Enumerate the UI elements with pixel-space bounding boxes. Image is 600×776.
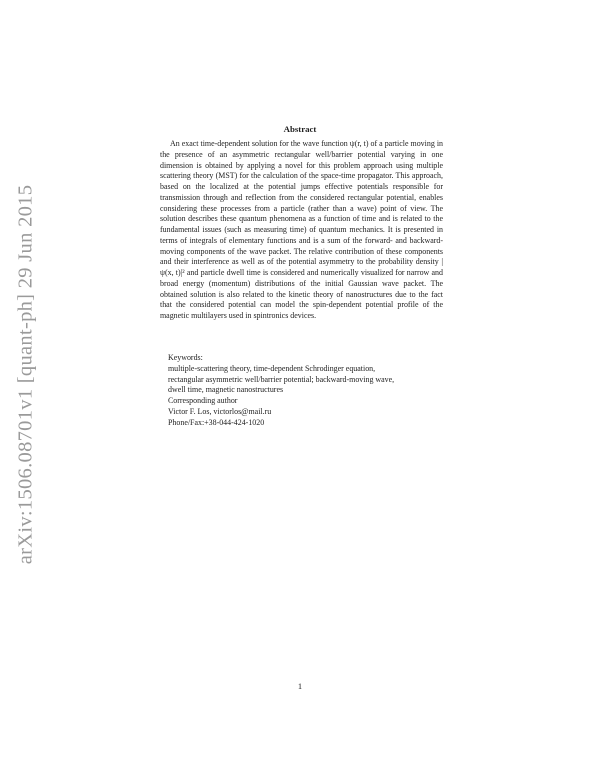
author-name-email: Victor F. Los, victorlos@mail.ru <box>168 406 272 416</box>
author-phone: Phone/Fax:+38-044-424-1020 <box>168 417 265 427</box>
keywords-line: multiple-scattering theory, time-dependent Schrodinger equation, <box>168 363 376 373</box>
abstract-text: An exact time-dependent solution for the wave function ψ(r, t) of a particle moving in the presence of an asymmetric rectangular well/barrier potential varying in one dimension is obtained by applying a novel for this problem approach using multiple scattering theory (MST) for the calculation of the space-time propagator. This approach, based on the localized at the potential jumps effective potentials responsible for transmission through and reflection from the considered rectangular potential, enables considering these processes from a particle (rather than a wave) point of view. The solution describes these quantum phenomena as a function of time and is related to the fundamental issues (such as measuring time) of quantum mechanics. It is presented in terms of integrals of elementary functions and is a sum of the forward- and backward-moving components of the wave packet. The relative contribution of these components and their interference as well as of the potential asymmetry to the probability density |ψ(x, t)|² and particle dwell time is considered and numerically visualized for narrow and broad energy (momentum) distributions of the initial Gaussian wave packet. The obtained solution is also related to the kinetic theory of nanostructures due to the fact that the considered potential can model the spin-dependent potential profile of the magnetic multilayers used in spintronics devices. <box>160 139 443 320</box>
abstract-heading: Abstract <box>283 124 317 134</box>
keywords-line: rectangular asymmetric well/barrier potential; backward-moving wave, <box>168 374 395 384</box>
arxiv-identifier: arXiv:1506.08701v1 [quant-ph] 29 Jun 2015 <box>14 184 37 564</box>
keywords-line: dwell time, magnetic nanostructures <box>168 385 284 395</box>
arxiv-watermark <box>8 180 44 568</box>
page-number: 1 <box>297 681 303 691</box>
keywords-heading: Keywords: <box>168 353 203 362</box>
corresponding-author-heading: Corresponding author <box>168 396 238 405</box>
front-matter-info <box>168 353 458 428</box>
